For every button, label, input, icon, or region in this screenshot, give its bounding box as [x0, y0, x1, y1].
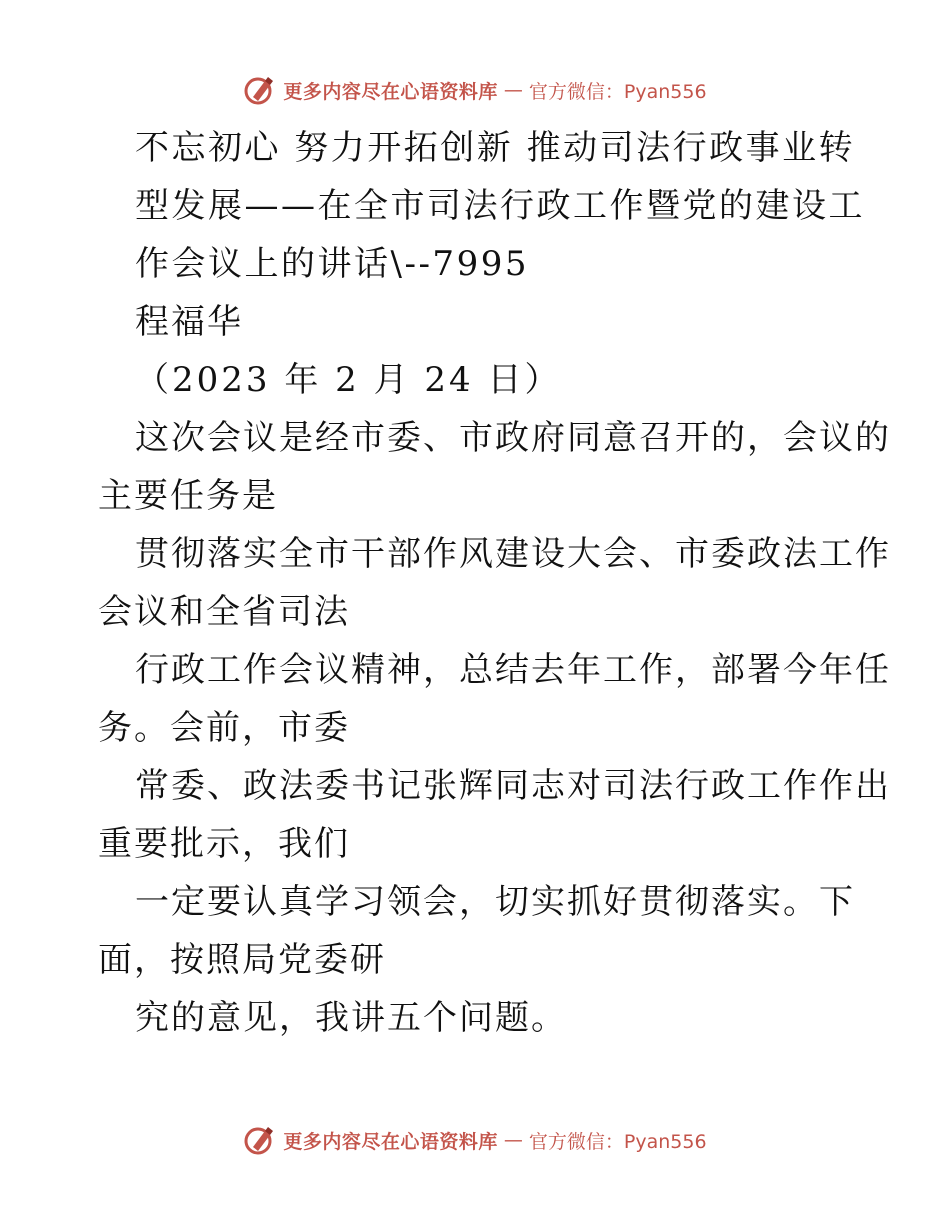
title-line-2: 型发展——在全市司法行政工作暨党的建设工 [135, 186, 865, 226]
paragraph-line: 重要批示，我们 [98, 824, 350, 864]
paragraph-line: 会议和全省司法 [98, 592, 350, 632]
title-line-1: 不忘初心 努力开拓创新 推动司法行政事业转 [135, 128, 856, 168]
paragraph-line: 贯彻落实全市干部作风建设大会、市委政法工作 [135, 534, 891, 574]
watermark-dash: — [503, 1129, 523, 1151]
paragraph-line: 面，按照局党委研 [98, 940, 386, 980]
title-line-3: 作会议上的讲话\--7995 [135, 244, 529, 284]
paragraph-line: 一定要认真学习领会，切实抓好贯彻落实。下 [135, 882, 855, 922]
footer-watermark [0, 1122, 950, 1158]
watermark-dash: — [503, 79, 523, 101]
author-name: 程福华 [135, 302, 243, 342]
watermark-main-text: 更多内容尽在心语资料库 [283, 1130, 498, 1153]
header-watermark [0, 72, 950, 108]
paragraph-line: 务。会前，市委 [98, 708, 350, 748]
watermark-wechat-text: 官方微信：Pyan556 [528, 1130, 707, 1153]
paragraph-line: 这次会议是经市委、市政府同意召开的，会议的 [135, 418, 891, 458]
watermark-main-text: 更多内容尽在心语资料库 [283, 80, 498, 103]
paragraph-line: 究的意见，我讲五个问题。 [135, 998, 567, 1038]
watermark-wechat-text: 官方微信：Pyan556 [528, 80, 707, 103]
pen-logo-icon [243, 1123, 277, 1157]
paragraph-line: 常委、政法委书记张辉同志对司法行政工作作出 [135, 766, 891, 806]
speech-date: （2023 年 2 月 24 日） [135, 360, 562, 400]
pen-logo-icon [243, 73, 277, 107]
paragraph-line: 行政工作会议精神，总结去年工作，部署今年任 [135, 650, 891, 690]
paragraph-line: 主要任务是 [98, 476, 278, 516]
